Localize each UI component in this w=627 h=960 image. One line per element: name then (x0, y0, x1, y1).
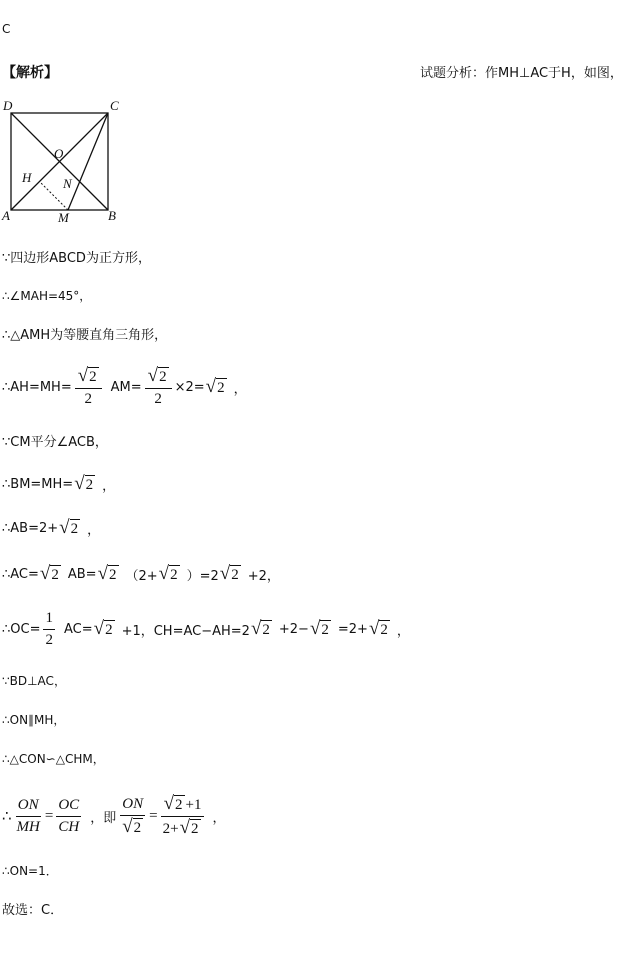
step-8-b: AB= (67, 566, 97, 582)
label-n: N (63, 176, 72, 191)
step-7-b: ， (87, 522, 101, 538)
step-15-text: 故选：C． (2, 902, 64, 918)
step-9-e: =2+ (337, 621, 368, 637)
step-9-a: ∴OC= (2, 621, 41, 637)
fraction-on-over-mh: $\frac{ON}{MH}$ (16, 796, 40, 835)
step-13-a: ∴ (2, 807, 12, 825)
geometry-figure (0, 96, 130, 226)
step-10 (2, 670, 66, 690)
step-7 (2, 516, 100, 540)
step-13-d: = (149, 807, 158, 824)
step-4-b: AM= (110, 379, 142, 395)
sqrt-2: √ 2 (158, 563, 178, 584)
step-6-b: ， (102, 478, 116, 494)
sqrt-2: √ 2 (59, 517, 79, 538)
step-15 (2, 898, 63, 918)
fraction-1-over-2: $\frac{1}{2}$ (45, 609, 53, 648)
step-6-a: ∴BM=MH= (2, 476, 74, 492)
step-8-e: +2， (247, 568, 280, 584)
sqrt-2: √ 2 (77, 364, 97, 386)
label-o: O (54, 146, 64, 161)
step-4-d: ， (233, 381, 247, 397)
sqrt-2: √ 2 (219, 563, 239, 584)
sqrt-2: √ 2 (39, 563, 59, 584)
segment-cm (68, 113, 108, 210)
sqrt-2: √ 2 (74, 473, 94, 494)
denominator-2: 2 (84, 390, 92, 407)
step-3-text: ∴△AMH为等腰直角三角形， (2, 327, 168, 343)
sqrt-2: √ 2 (97, 563, 117, 584)
step-11-text: ∴ON∥MH， (2, 712, 66, 727)
step-3 (2, 323, 167, 343)
step-8-c: （2+ (125, 568, 158, 584)
denominator-2: 2 (154, 390, 162, 407)
fraction-sqrt2-over-2-b (145, 366, 172, 409)
step-5 (2, 430, 108, 450)
sqrt-2: √ 2 (250, 618, 270, 639)
step-1-text: ∵四边形ABCD为正方形， (2, 250, 151, 266)
sqrt-2: √ 2 (122, 815, 142, 837)
step-9 (2, 606, 410, 652)
step-1 (2, 246, 151, 266)
sqrt-2: √ 2 (309, 618, 329, 639)
step-9-f: ， (396, 623, 410, 639)
step-5-text: ∵CM平分∠ACB， (2, 434, 108, 450)
step-4-c: ×2= (174, 379, 205, 395)
label-c: C (110, 98, 119, 113)
sqrt-2: √ 2 (147, 364, 167, 386)
step-14-text: ∴ON=1． (2, 863, 58, 878)
sqrt-2: √ 2 (368, 618, 388, 639)
sqrt-2: √ 2 (163, 792, 183, 814)
step-6 (2, 472, 115, 496)
fraction-on-over-sqrt2: ON √ 2 (122, 795, 144, 837)
analysis-intro: 试题分析：作MH⊥AC于H，如图， (420, 66, 623, 81)
analysis-tag: 【解析】 (2, 65, 58, 81)
step-13-e: ， (212, 810, 226, 826)
label-m: M (58, 210, 69, 225)
step-2-text: ∴∠MAH=45°， (2, 288, 92, 303)
step-13-c: ，即 (90, 810, 117, 826)
answer-letter: C (2, 22, 11, 36)
step-4-a: ∴AH=MH= (2, 379, 72, 395)
step-8 (2, 562, 280, 586)
step-12-text: ∴△CON∽△CHM， (2, 751, 105, 766)
fraction-sqrt2plus1-over-2plussqrt2: √ 2 +1 2+ √ 2 (162, 792, 202, 838)
label-b: B (108, 208, 116, 223)
fraction-oc-over-ch: $\frac{OC}{CH}$ (58, 796, 80, 835)
step-9-c: +1，CH=AC−AH=2 (121, 623, 250, 639)
fraction-sqrt2-over-2 (75, 366, 102, 409)
step-8-a: ∴AC= (2, 566, 39, 582)
step-7-a: ∴AB=2+ (2, 520, 59, 536)
step-11 (2, 709, 65, 729)
label-h: H (22, 170, 32, 185)
step-13 (2, 792, 226, 840)
sqrt-2: √ 2 (205, 376, 225, 397)
step-14 (2, 860, 58, 880)
step-9-b: AC= (63, 621, 93, 637)
sqrt-2: √ 2 (179, 816, 199, 838)
label-a: A (2, 208, 10, 223)
step-9-d: +2− (278, 621, 309, 637)
step-12 (2, 748, 105, 768)
step-13-b: = (44, 807, 54, 824)
step-10-text: ∵BD⊥AC， (2, 673, 66, 688)
label-d: D (3, 98, 13, 113)
step-2 (2, 285, 91, 305)
step-4 (2, 364, 247, 410)
step-8-d: ）=2 (186, 568, 219, 584)
sqrt-2: √ 2 (93, 618, 113, 639)
